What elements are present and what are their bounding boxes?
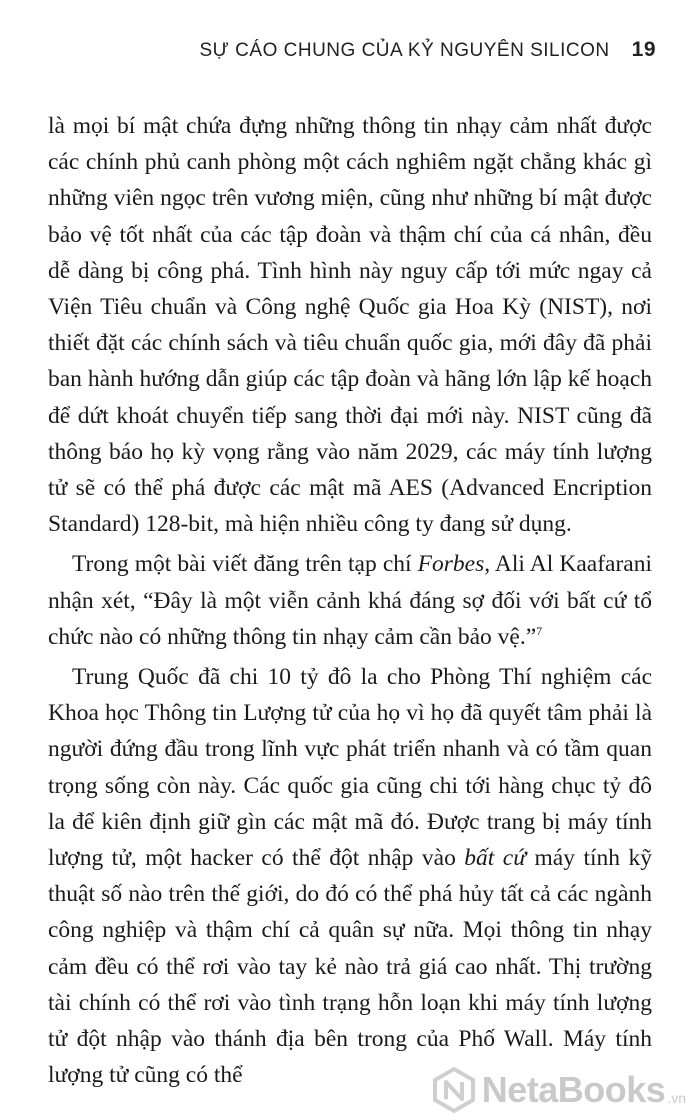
paragraph-2-text-after: , Ali Al Kaafarani nhận xét, “Đây là một viễn cảnh khá đáng sợ đối với bất cứ tổ chức nào có những thông tin nhạy cảm cần bảo vệ.” [48, 551, 653, 650]
paragraph-1: là mọi bí mật chứa đựng những thông tin nhạy cảm nhất được các chính phủ canh phòng một cách nghiêm ngặt chẳng khác gì những viên ngọc trên vương miện, cũng như những bí mật được bảo vệ tốt nhất của các tập đoàn và thậm chí của cá nhân, đều dễ dàng bị công phá. Tình hình này nguy cấp tới mức ngay cả Viện Tiêu chuẩn và Công nghệ Quốc gia Hoa Kỳ (NIST), nơi thiết đặt các chính sách và tiêu chuẩn quốc gia, mới đây đã phải ban hành hướng dẫn giúp các tập đoàn và hãng lớn lập kế hoạch để dứt khoát chuyển tiếp sang thời đại mới này. NIST cũng đã thông báo họ kỳ vọng rằng vào năm 2029, các máy tính lượng tử sẽ có thể phá được các mật mã AES (Advanced Encription Standard) 128-bit, mà hiện nhiều công ty đang sử dụng. [48, 113, 652, 538]
paragraph-2-italic: Forbes [417, 551, 485, 578]
paragraph-3-italic: bất cứ [464, 845, 527, 872]
netabooks-logo-icon [430, 1066, 478, 1114]
paragraph-2-text-before: Trong một bài viết đăng trên tạp chí [72, 551, 418, 578]
body-text [48, 108, 652, 1093]
watermark-brand: NetaBooks [481, 1069, 666, 1110]
paragraph-3 [48, 659, 652, 1093]
footnote-marker[interactable]: 7 [536, 624, 543, 639]
watermark [430, 1066, 686, 1114]
running-header [44, 38, 656, 62]
watermark-suffix: .vn [667, 1090, 686, 1106]
paragraph-3-text-before: Trung Quốc đã chi 10 tỷ đô la cho Phòng Thí nghiệm các Khoa học Thông tin Lượng tử của họ vì họ đã quyết tâm phải là người đứng đầu trong lĩnh vực phát triển nhanh và có tầm quan trọng sống còn này. Các quốc gia cũng chi tới hàng chục tỷ đô la để kiên định giữ gìn các mật mã đó. Được trang bị máy tính lượng tử, một hacker có thể đột nhập vào [48, 664, 652, 872]
paragraph-3-text-after: máy tính kỹ thuật số nào trên thế giới, do đó có thể phá hủy tất cả các ngành công nghiệp và thậm chí cả quân sự nữa. Mọi thông tin nhạy cảm đều có thể rơi vào tay kẻ nào trả giá cao nhất. Thị trường tài chính có thể rơi vào tình trạng hỗn loạn khi máy tính lượng tử đột nhập vào thánh địa bên trong của Phố Wall. Máy tính lượng tử cũng có thể [48, 845, 652, 1089]
running-title: SỰ CÁO CHUNG CỦA KỶ NGUYÊN SILICON [199, 40, 610, 61]
page-number: 19 [631, 38, 656, 61]
paragraph-2 [48, 546, 652, 655]
